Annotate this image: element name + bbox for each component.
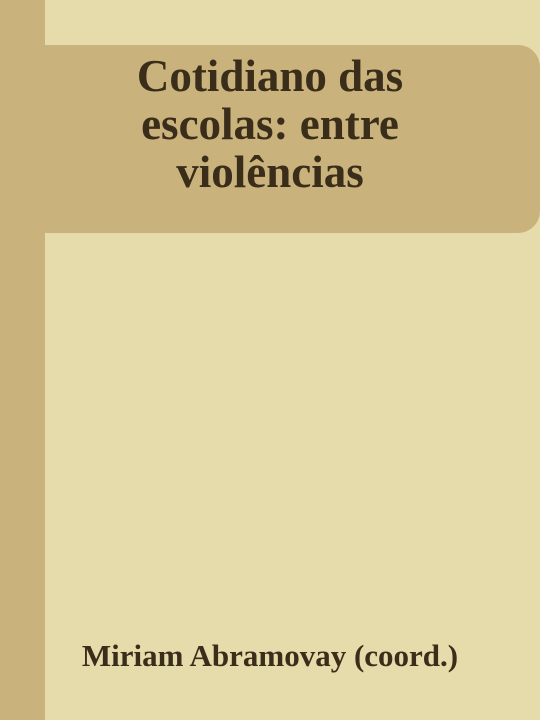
book-title-line: Cotidiano das <box>136 51 404 101</box>
book-author: Miriam Abramovay (coord.) <box>81 638 459 673</box>
book-title <box>45 52 495 196</box>
book-title-line: escolas: entre <box>141 99 399 149</box>
cover-spine <box>0 0 45 720</box>
book-title-line: violências <box>176 147 364 197</box>
